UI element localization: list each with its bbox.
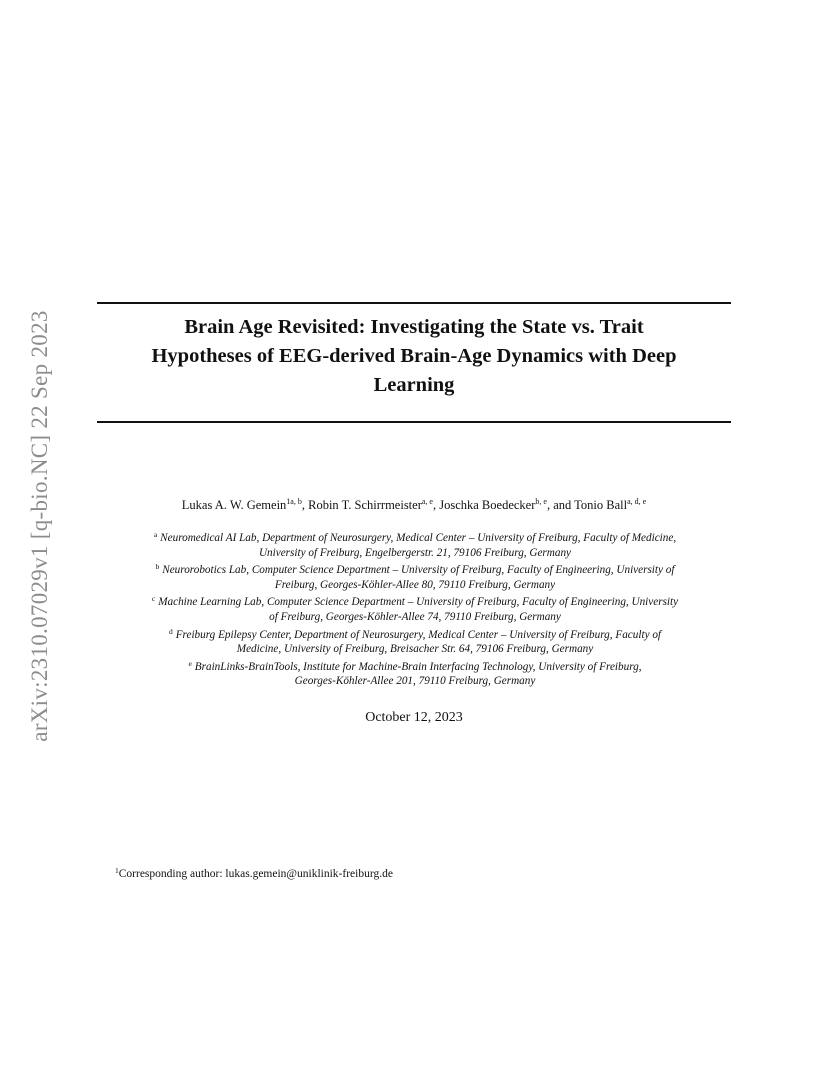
title-rule-bottom (97, 421, 731, 423)
affiliation-mark: a (153, 530, 158, 539)
affiliation-mark: d (168, 626, 173, 636)
author-name: Lukas A. W. Gemein (181, 498, 287, 512)
affiliation-item (95, 592, 735, 624)
affiliation-line: Neurorobotics Lab, Computer Science Department – University of Freiburg, Faculty of Engineering, University of (162, 564, 675, 577)
author-marks: a, e (421, 497, 433, 506)
author-marks: b, e (535, 497, 547, 506)
paper-title (97, 313, 731, 400)
author-separator: , (301, 498, 309, 512)
title-rule-top (97, 302, 731, 304)
author-name: Robin T. Schirrmeister (308, 498, 422, 512)
affiliation-line: University of Freiburg, Engelbergerstr. 21, 79106 Freiburg, Germany (258, 546, 572, 559)
affiliation-line: Freiburg Epilepsy Center, Department of Neurosurgery, Medical Center – University of Freiburg, Faculty of (175, 628, 662, 641)
affiliation-mark: b (155, 562, 160, 572)
affiliation-line: of Freiburg, Georges-Köhler-Allee 74, 79110 Freiburg, Germany (269, 610, 561, 623)
footnote (115, 866, 393, 880)
affiliation-line: Machine Learning Lab, Computer Science Department – University of Freiburg, Faculty of Engineering, University (158, 596, 679, 609)
publication-date: October 12, 2023 (365, 710, 463, 725)
author-name: Joschka Boedecker (439, 498, 536, 512)
arxiv-identifier: arXiv:2310.07029v1 [q-bio.NC] 22 Sep 2023 (27, 310, 52, 742)
affiliation-line: BrainLinks-BrainTools, Institute for Machine-Brain Interfacing Technology, University of Freiburg, (194, 660, 642, 673)
author-name: Tonio Ball (574, 498, 628, 512)
author-marks: a, d, e (627, 497, 647, 506)
title-line: Brain Age Revisited: Investigating the State vs. Trait (184, 316, 644, 338)
affiliation-line: Georges-Köhler-Allee 201, 79110 Freiburg, Germany (294, 675, 536, 688)
affiliation-mark: e (188, 658, 192, 668)
title-line: Hypotheses of EEG-derived Brain-Age Dynamics with Deep (151, 345, 677, 367)
affiliation-list (95, 528, 735, 689)
affiliation-item (95, 625, 735, 657)
footnote-text: Corresponding author: lukas.gemein@uniklinik-freiburg.de (118, 868, 393, 880)
author-separator: , and (546, 498, 575, 512)
affiliation-item (95, 657, 735, 689)
title-line: Learning (373, 374, 455, 396)
affiliation-item (95, 528, 735, 560)
affiliation-item (95, 560, 735, 592)
author-marks: 1a, b (286, 497, 302, 506)
affiliation-line: Neuromedical AI Lab, Department of Neurosurgery, Medical Center – University of Freiburg, Faculty of Medicine, (160, 532, 677, 544)
affiliation-line: Medicine, University of Freiburg, Breisacher Str. 64, 79106 Freiburg, Germany (236, 643, 594, 656)
author-list (80, 497, 748, 513)
affiliation-mark: c (151, 594, 156, 604)
affiliation-line: Freiburg, Georges-Köhler-Allee 80, 79110 Freiburg, Germany (274, 578, 556, 591)
footnote-mark: 1 (115, 866, 119, 875)
author-separator: , (432, 498, 440, 512)
